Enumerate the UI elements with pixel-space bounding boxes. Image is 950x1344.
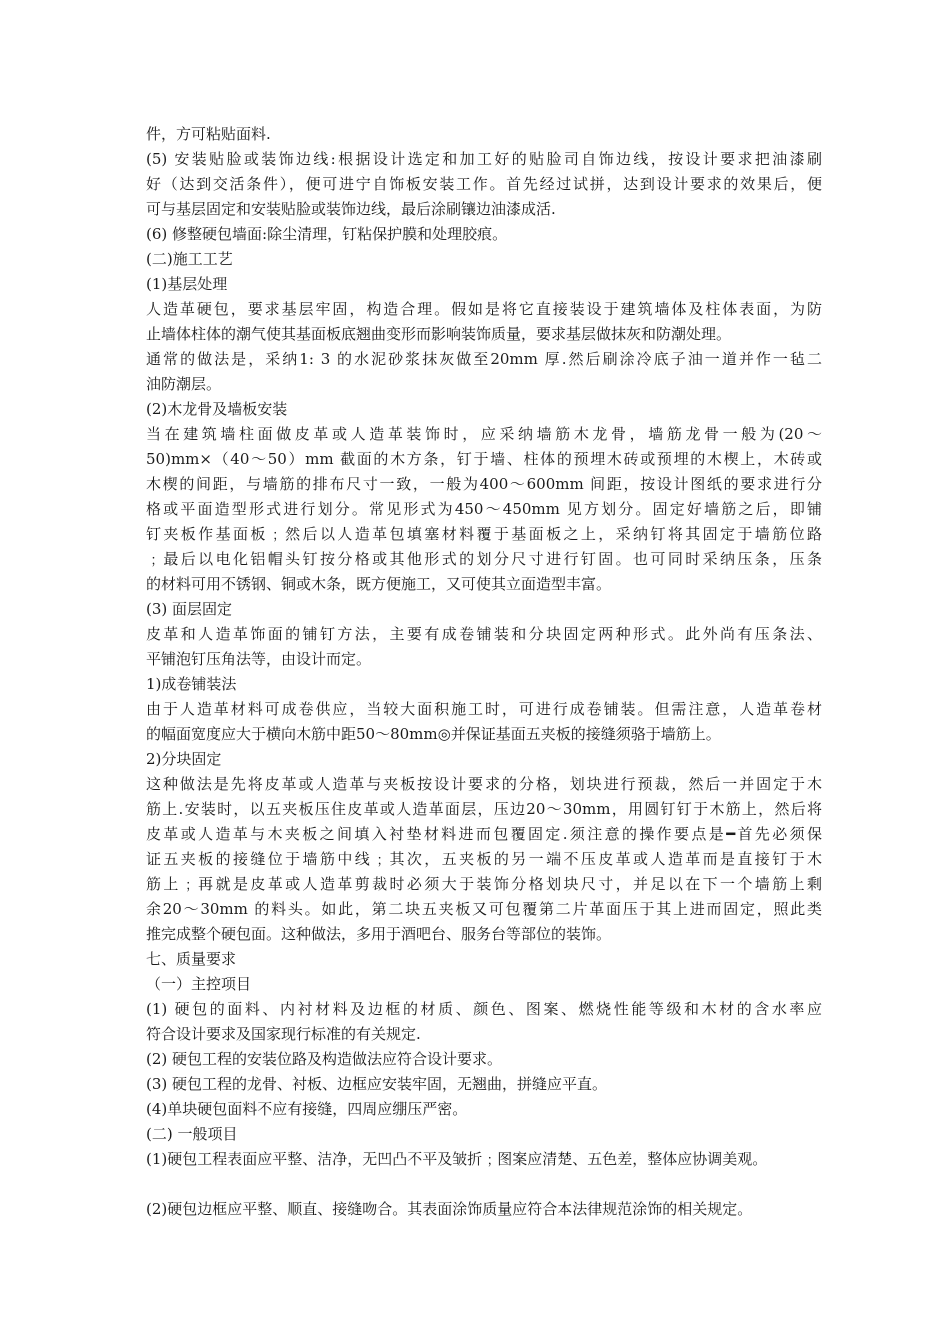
paragraph-line: 证五夹板的接缝位于墙筋中线﹔其次，五夹板的另一端不压皮革或人造革而是直接钉于木: [146, 850, 822, 868]
paragraph-line: (1) 硬包的面料、内衬材料及边框的材质、颜色、图案、燃烧性能等级和木材的含水率应: [146, 1000, 822, 1018]
paragraph-line: 推完成整个硬包面。这种做法，多用于酒吧台、服务台等部位的装饰。: [146, 925, 612, 943]
paragraph-line: 筋上.安装时，以五夹板压住皮革或人造革面层，压边20～30mm，用圆钉钉于木筋上，然后将: [146, 800, 822, 818]
paragraph-line: 平铺泡钉压角法等，由设计而定。: [146, 650, 372, 668]
paragraph-line: 当在建筑墙柱面做皮革或人造革装饰时，应采纳墙筋木龙骨，墙筋龙骨一般为(20～: [146, 425, 822, 443]
paragraph-line: 这种做法是先将皮革或人造革与夹板按设计要求的分格，划块进行预裁，然后一并固定于木: [146, 775, 822, 793]
paragraph-line: (3) 硬包工程的龙骨、衬板、边框应安装牢固，无翘曲，拼缝应平直。: [146, 1075, 608, 1093]
paragraph-line: 件，方可粘贴面料.: [146, 125, 271, 143]
paragraph-line: 止墙体柱体的潮气使其基面板底翘曲变形而影响装饰质量，要求基层做抹灰和防潮处理。: [146, 325, 732, 343]
paragraph-line: 的材料可用不锈钢、铜或木条，既方便施工，又可使其立面造型丰富。: [146, 575, 612, 593]
paragraph-line: 木楔的间距，与墙筋的排布尺寸一致，一般为400～600mm 间距，按设计图纸的要求进行分: [146, 475, 822, 493]
subsection-heading: 1)成卷铺装法: [146, 675, 237, 693]
paragraph-line: 皮革或人造革与木夹板之间填入衬垫材料进而包覆固定.须注意的操作要点是━首先必须保: [146, 825, 822, 843]
paragraph-line: 通常的做法是，采纳1: 3 的水泥砂浆抹灰做至20mm 厚.然后刷涂冷底子油一道并作一毡二: [146, 350, 822, 368]
paragraph-line: 符合设计要求及国家现行标准的有关规定.: [146, 1025, 421, 1043]
subsection-heading: (3) 面层固定: [146, 600, 233, 618]
section-heading: (二)施工工艺: [146, 250, 233, 268]
paragraph-line: (4)单块硬包面料不应有接缝，四周应绷压严密。: [146, 1100, 468, 1118]
paragraph-line: 格或平面造型形式进行划分。常见形式为450～450mm 见方划分。固定好墙筋之后，即铺: [146, 500, 822, 518]
paragraph-line: (2) 硬包工程的安装位路及构造做法应符合设计要求。: [146, 1050, 503, 1068]
paragraph-line: 余20～30mm 的料头。如此，第二块五夹板又可包覆第二片革面压于其上进而固定，照此类: [146, 900, 822, 918]
paragraph-line: 的幅面宽度应大于横向木筋中距50～80mm◎并保证基面五夹板的接缝须骆于墙筋上。: [146, 725, 721, 743]
paragraph-line: 50)mm×（40～50）mm 截面的木方条，钉于墙、柱体的预埋木砖或预埋的木楔上，木砖或: [146, 450, 822, 468]
subsection-heading: (二) 一般项目: [146, 1125, 238, 1143]
subsection-heading: (2)木龙骨及墙板安装: [146, 400, 288, 418]
paragraph-line: 油防潮层。: [146, 375, 222, 393]
paragraph-line: (1)硬包工程表面应平整、洁净，无凹凸不平及皱折﹔图案应清楚、五色差，整体应协调美观。: [146, 1150, 768, 1168]
paragraph-line: 人造革硬包，要求基层牢固，构造合理。假如是将它直接装设于建筑墙体及柱体表面，为防: [146, 300, 822, 318]
paragraph-line: 皮革和人造革饰面的铺钉方法，主要有成卷铺装和分块固定两种形式。此外尚有压条法、: [146, 625, 822, 643]
paragraph-line: (2)硬包边框应平整、顺直、接缝吻合。其表面涂饰质量应符合本法律规范涂饰的相关规定。: [146, 1200, 753, 1218]
section-heading: 七、质量要求: [146, 950, 237, 968]
subsection-heading: 2)分块固定: [146, 750, 222, 768]
paragraph-line: 筋上﹔再就是皮革或人造革剪裁时必须大于装饰分格划块尺寸，并足以在下一个墙筋上剩: [146, 875, 822, 893]
paragraph-line: 钉夹板作基面板﹔然后以人造革包填塞材料覆于基面板之上，采纳钉将其固定于墙筋位路: [146, 525, 822, 543]
paragraph-line: 好（达到交活条件），便可进宁自饰板安装工作。首先经过试拼，达到设计要求的效果后，便: [146, 175, 822, 193]
subsection-heading: （一）主控项目: [146, 975, 252, 993]
paragraph-line: 可与基层固定和安装贴脸或装饰边线，最后涂刷镶边油漆成活.: [146, 200, 556, 218]
subsection-heading: (1)基层处理: [146, 275, 228, 293]
paragraph-line: (6) 修整硬包墙面:除尘清理，钉粘保护膜和处理胶痕。: [146, 225, 508, 243]
paragraph-line: 由于人造革材料可成卷供应，当较大面积施工时，可进行成卷铺装。但需注意，人造革卷材: [146, 700, 822, 718]
paragraph-line: ﹔最后以电化铝帽头钉按分格或其他形式的划分尺寸进行钉固。也可同时采纳压条，压条: [146, 550, 822, 568]
paragraph-line: (5) 安装贴脸或装饰边线:根据设计选定和加工好的贴脸司自饰边线，按设计要求把油漆刷: [146, 150, 822, 168]
document-body: [146, 122, 822, 1222]
